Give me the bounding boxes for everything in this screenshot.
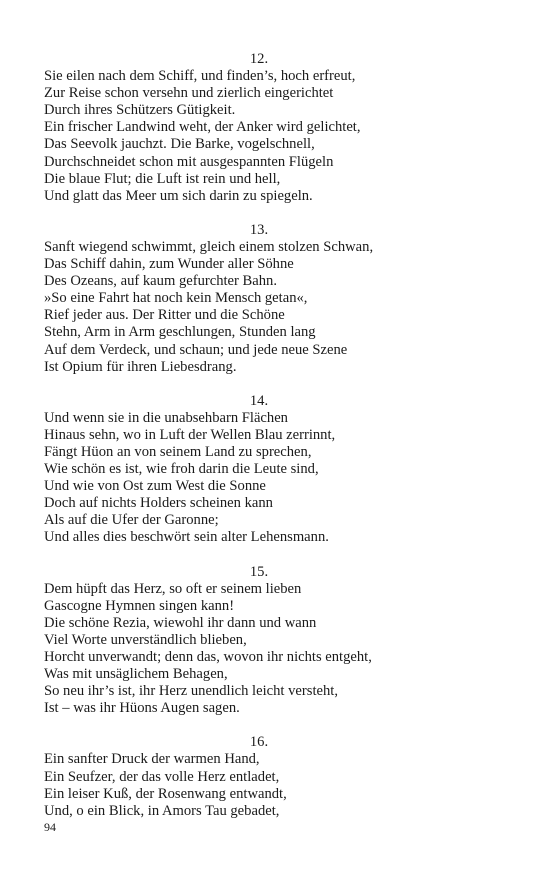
verse-line: Ist Opium für ihren Liebesdrang. bbox=[44, 358, 237, 375]
verse-line: Dem hüpft das Herz, so oft er seinem lieben bbox=[44, 580, 302, 597]
verse-line: Des Ozeans, auf kaum gefurchter Bahn. bbox=[44, 273, 278, 290]
stanza bbox=[44, 222, 514, 376]
verse-line: Rief jeder aus. Der Ritter und die Schöne bbox=[44, 307, 285, 324]
poem-text bbox=[44, 51, 514, 837]
verse-line: Die blaue Flut; die Luft ist rein und hell, bbox=[44, 170, 281, 187]
verse-line: Gascogne Hymnen singen kann! bbox=[44, 597, 235, 614]
stanza-number: 15. bbox=[249, 563, 269, 580]
verse-line: Ist – was ihr Hüons Augen sagen. bbox=[44, 700, 240, 717]
verse-line: Durchschneidet schon mit ausgespannten Flügeln bbox=[44, 153, 334, 170]
verse-line: Wie schön es ist, wie froh darin die Leute sind, bbox=[44, 461, 319, 478]
verse-line: Ein leiser Kuß, der Rosenwang entwandt, bbox=[44, 785, 287, 802]
verse-line: »So eine Fahrt hat noch kein Mensch getan«, bbox=[44, 290, 308, 307]
stanza bbox=[44, 393, 514, 547]
verse-line: Horcht unverwandt; denn das, wovon ihr nichts entgeht, bbox=[44, 649, 372, 665]
verse-line: Viel Worte unverständlich blieben, bbox=[44, 631, 247, 648]
verse-line: Fängt Hüon an von seinem Land zu sprechen, bbox=[44, 443, 312, 460]
stanza-number: 12. bbox=[249, 51, 269, 67]
stanza bbox=[44, 734, 514, 819]
verse-line: Das Seevolk jauchzt. Die Barke, vogelschnell, bbox=[44, 136, 315, 153]
stanza bbox=[44, 51, 514, 205]
stanza-number: 16. bbox=[249, 734, 269, 751]
verse-line: Sie eilen nach dem Schiff, und finden’s, hoch erfreut, bbox=[44, 68, 356, 85]
verse-line: Und, o ein Blick, in Amors Tau gebadet, bbox=[44, 802, 280, 819]
verse-line: Als auf die Ufer der Garonne; bbox=[44, 512, 219, 529]
verse-line: Doch auf nichts Holders scheinen kann bbox=[44, 495, 273, 512]
page-number: 94 bbox=[44, 820, 56, 834]
stanza bbox=[44, 564, 514, 718]
verse-line: Ein Seufzer, der das volle Herz entladet, bbox=[44, 768, 280, 785]
stanza-number: 14. bbox=[249, 392, 269, 409]
verse-line: Und alles dies beschwört sein alter Lehensmann. bbox=[44, 529, 329, 546]
verse-line: Und wenn sie in die unabsehbarn Flächen bbox=[44, 409, 288, 426]
verse-line: Ein sanfter Druck der warmen Hand, bbox=[44, 751, 260, 768]
verse-line: Und wie von Ost zum West die Sonne bbox=[44, 478, 266, 495]
verse-line: Die schöne Rezia, wiewohl ihr dann und wann bbox=[44, 614, 317, 631]
verse-line: Was mit unsäglichem Behagen, bbox=[44, 666, 228, 683]
verse-line: Das Schiff dahin, zum Wunder aller Söhne bbox=[44, 256, 294, 273]
verse-line: Und glatt das Meer um sich darin zu spiegeln. bbox=[44, 187, 313, 204]
verse-line: So neu ihr’s ist, ihr Herz unendlich leicht versteht, bbox=[44, 683, 338, 700]
verse-line: Stehn, Arm in Arm geschlungen, Stunden lang bbox=[44, 324, 316, 341]
verse-line: Auf dem Verdeck, und schaun; und jede neue Szene bbox=[44, 341, 348, 358]
verse-line: Hinaus sehn, wo in Luft der Wellen Blau zerrinnt, bbox=[44, 426, 336, 443]
stanza-number: 13. bbox=[249, 221, 269, 238]
verse-line: Sanft wiegend schwimmt, gleich einem stolzen Schwan, bbox=[44, 238, 374, 255]
verse-line: Ein frischer Landwind weht, der Anker wird gelichtet, bbox=[44, 119, 361, 136]
verse-line: Zur Reise schon versehn und zierlich eingerichtet bbox=[44, 85, 334, 102]
verse-line: Durch ihres Schützers Gütigkeit. bbox=[44, 102, 236, 119]
